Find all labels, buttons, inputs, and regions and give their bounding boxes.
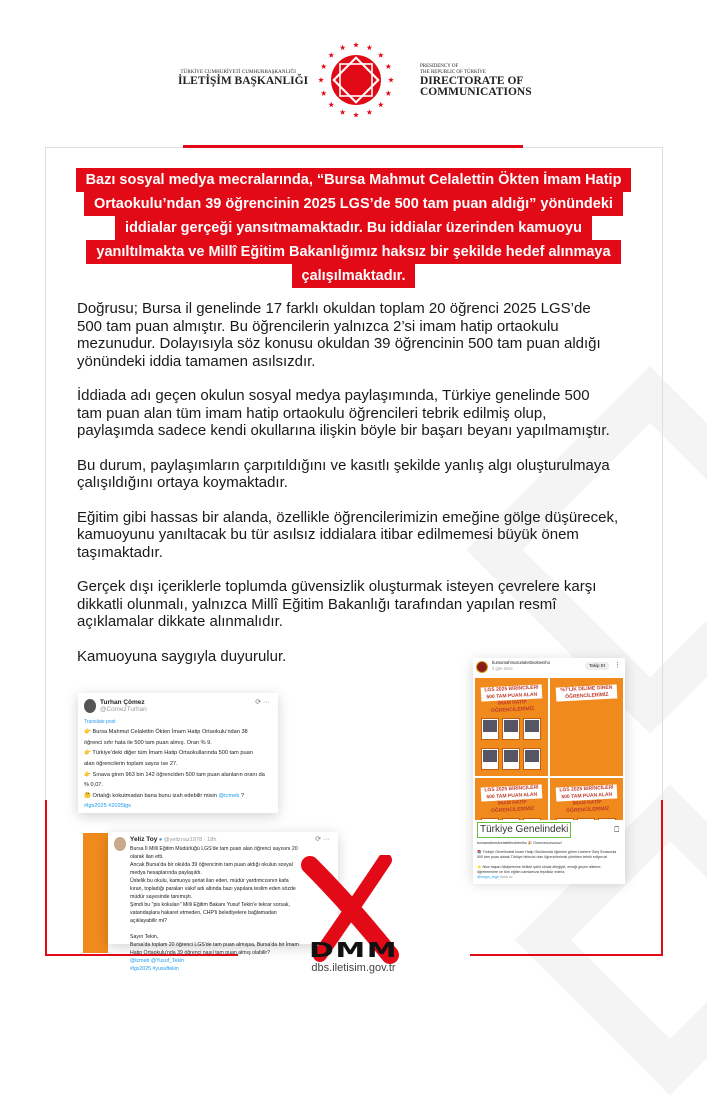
tweet-text: olarak ilan etti. <box>130 853 164 860</box>
tweet-card-turhan <box>78 693 278 813</box>
dmm-logo: DMM <box>308 938 399 962</box>
tweet-text: Bursa'da toplam 20 öğrenci LGS'de tam puan almışsa, Bursa'da bir İmam <box>130 941 299 948</box>
tweet-text: 👉 Türkiye’deki diğer tüm İmam Hatip Ortaokullarında 500 tam puan <box>84 750 253 757</box>
presidency-emblem-icon <box>316 40 396 120</box>
tweet-text: Sayın Tekin, <box>130 933 159 940</box>
less-link[interactable]: daha az <box>499 875 513 880</box>
post-time: 2 gün önce <box>492 666 513 671</box>
tweet-text: müdür sayesinde tanımıştı. <box>130 893 193 900</box>
star-icon <box>321 90 327 95</box>
tweet-text: Hatip Ortaokulu'nda 39 öğrenci nasıl tam puan almış olabilir? <box>130 949 270 956</box>
star-icon <box>378 52 384 57</box>
mention-link[interactable]: @bogm_arge <box>477 875 499 880</box>
paragraph: Doğrusu; Bursa il genelinde 17 farklı okuldan toplam 20 öğrenci 2025 LGS’de 500 tam puan almıştır. Bu öğrencilerin yalnızca 2’si imam hatip ortaokulu mezunudur. Dolayısıyla söz konusu okuldan 39 öğrencinin 500 tam puan aldığı yönündeki iddia tamamen asılsızdır. <box>77 300 601 370</box>
banner-line: iddialar gerçeği yansıtmamaktadır. Bu iddialar üzerinden kamuoyu <box>115 216 592 240</box>
caption-text: 📚 Türkiye Genelindeki İmam Hatip Okullarında öğrenim gören Liselere Giriş Sınavında 500 tam puan alarak Türkiye birincisi olan öğrencilerimizi yürekten tebrik ediyoruz! <box>477 850 617 860</box>
paragraph: Eğitim gibi hassas bir alanda, özellikle öğrencilerimizin emeğine gölge düşürecek, kamuoyunu yanıltacak bu tür asılsız iddialara itibar edilmemesi büyük önem taşımaktadır. <box>77 508 619 561</box>
tweet-text: öğrenci sıfır hata ile 500 tam puan almış. Oran % 9. <box>84 739 212 746</box>
author-handle: @yeliznaz1978 · 18h <box>163 837 217 843</box>
banner-line: yanıltılmakta ve Millî Eğitim Bakanlığımız haksız bir şekilde hedef alınmaya <box>86 240 620 264</box>
author-name: Yeliz Toy <box>130 836 158 843</box>
verified-icon: ● <box>158 837 163 843</box>
logo-title: DIRECTORATE OF <box>420 75 524 87</box>
panel-title: LGS 2025 BİRİNCİLERİ 500 TAM PUAN ALAN İMAM HATİP ÖĞRENCİLERİMİZ <box>481 684 543 701</box>
follow-button[interactable]: Takip Et <box>585 662 609 670</box>
star-icon <box>385 90 391 95</box>
logo-subtitle: TÜRKİYE CUMHURİYETİ CUMHURBAŞKANLIĞI <box>180 70 296 75</box>
options-icon[interactable]: ⋮ <box>614 662 621 669</box>
star-icon <box>378 102 384 107</box>
star-icon <box>340 45 346 50</box>
footer-url[interactable]: dbs.iletisim.gov.tr <box>311 962 396 974</box>
avatar <box>114 837 126 851</box>
paragraph: Gerçek dışı içeriklerle toplumda güvensizlik oluşturmak isteyen çevrelere karşı dikkatli olunmalı, yalnızca Millî Eğitim Bakanlığı tarafından yapılan resmî açıklamalar dikkate alınmalıdır. <box>77 578 597 630</box>
instagram-caption <box>473 820 625 884</box>
tweet-text: alan öğrencilerin toplam sayısı ise 27. <box>84 761 178 767</box>
hashtag-links[interactable]: #lgs2025 #yusuftekin <box>130 965 179 972</box>
hashtag-links[interactable]: #lgs2025 #2025lgs <box>84 803 131 810</box>
closing-line: Kamuoyuna saygıyla duyurulur. <box>77 647 287 665</box>
tweet-text: ? <box>239 792 245 799</box>
tweet-text: Şimdi bu "pis kokuları" Milli Eğitim Bakanı Yusuf Tekin'e tekrar sorsak, <box>130 901 290 908</box>
logo-subtitle: THE REPUBLIC OF TÜRKİYE <box>420 70 486 75</box>
star-icon <box>328 102 334 107</box>
logo-subtitle: PRESIDENCY OF <box>420 64 459 69</box>
tweet-text: Bursa İl Milli Eğitim Müdürlüğü LGS'de tam puan alan öğrenci sayısını 20 <box>130 845 298 852</box>
panel-title: LGS 2025 BİRİNCİLERİ 500 TAM PUAN ALAN İMAM HATİP ÖĞRENCİLERİMİZ <box>556 784 618 801</box>
star-icon <box>321 64 327 69</box>
author-name: Turhan Çömez <box>100 699 145 706</box>
star-icon <box>340 109 346 114</box>
tweet-text: açıklayabilir mi? <box>130 917 167 924</box>
more-icon[interactable]: ⟳ ··· <box>255 699 270 706</box>
tweet-text: % 0,07. <box>84 782 103 789</box>
star-icon <box>385 64 391 69</box>
banner-line: Bazı sosyal medya mecralarında, “Bursa Mahmut Celalettin Ökten İmam Hatip <box>76 168 632 192</box>
tweet-text: vatandaşlara hakaret etmeden, CHP'li belediyelere bağlamadan <box>130 909 277 916</box>
tweet-text: 👉 Bursa Mahmut Celalettin Ökten İmam Hatip Ortaokulu’ndan 38 <box>84 729 248 736</box>
tweet-text: medya hesaplarında paylaşıldı. <box>130 869 202 876</box>
statement-body <box>77 300 647 682</box>
school-logo-icon <box>476 661 488 673</box>
logo-title: İLETİŞİM BAŞKANLIĞI <box>178 75 309 87</box>
panel-title: %7'LİK DİLİME GİREN ÖĞRENCİLERİMİZ <box>556 684 618 701</box>
panel-title: LGS 2025 BİRİNCİLERİ 500 TAM PUAN ALAN İMAM HATİP ÖĞRENCİLERİMİZ <box>481 784 543 801</box>
tweet-text: 🤔 Ortalığı kokutmadan bana bunu izah edebilir misin <box>84 792 217 799</box>
avatar <box>84 699 96 713</box>
quoted-image-strip <box>83 833 108 953</box>
translate-link[interactable]: Translate post <box>84 718 116 725</box>
paragraph: Bu durum, paylaşımların çarpıtıldığını ve kasıtlı şekilde yanlış algı oluşturulmaya çalışıldığını ortaya koymaktadır. <box>77 456 610 491</box>
bookmark-icon[interactable]: ⎕ <box>614 825 619 834</box>
caption-text: bursamahmutcelalettinoktenihо 🎉 Gururumuzsunuz! <box>477 841 562 845</box>
iletisim-logo-text <box>178 70 309 87</box>
tweet-text: 👉 Sınava giren 963 bin 142 öğrenciden 500 tam puan alanların oranı da <box>84 771 265 778</box>
author-handle: @ComezTurhan <box>100 706 147 714</box>
top-accent-line <box>183 145 523 148</box>
post-image-panel <box>550 678 623 776</box>
tweet-text: Üstelik bu okulu, kamuoyu şeriat ilan eden, müdür yardımcısının kafa <box>130 877 289 884</box>
more-icon[interactable]: ⟳ ··· <box>315 836 330 843</box>
star-icon <box>353 42 359 47</box>
star-icon <box>388 77 394 82</box>
mention-links[interactable]: @tcmeb @Yusuf_Tekin <box>130 957 185 964</box>
account-name[interactable]: bursamahmutcelalettinoktenihо <box>492 660 550 665</box>
tweet-text: Ancak Bursa'da bir okulda 39 öğrencinin tam puan aldığı okulun sosyal <box>130 861 293 868</box>
highlight-box: Türkiye Genelindeki <box>477 822 571 838</box>
star-icon <box>367 109 373 114</box>
banner-line: çalışılmaktadır. <box>292 264 416 288</box>
banner-line: Ortaokulu’ndan 39 öğrencinin 2025 LGS’de 500 tam puan aldığı” yönündeki <box>84 192 623 216</box>
tweet-text: kıran, topladığı paraları vakıf adı altında bazı yapılara teslim eden sözde <box>130 885 296 892</box>
star-icon <box>353 112 359 117</box>
post-image-panel <box>475 678 548 776</box>
mention-link[interactable]: @tcmeb <box>218 792 240 799</box>
star-icon <box>318 77 324 82</box>
star-icon <box>328 52 334 57</box>
caption-text: ⭐ Nice başarı hikâyelerine birlikte şahit olmak dileğiyle, emeği geçen ailelere, öğretmenlere ve tüm eğitim camiamıza teşekkür ederiz. <box>477 864 602 874</box>
logo-title: COMMUNICATIONS <box>420 86 532 98</box>
footer <box>0 940 707 974</box>
star-icon <box>367 45 373 50</box>
paragraph: İddiada adı geçen okulun sosyal medya paylaşımında, Türkiye genelinde 500 tam puan alan tüm imam hatip ortaokulu öğrencileri tebrik edilmiş olup, paylaşımda sadece kendi okullarına ilişkin böyle bir başarı beyanı yapılmamıştır. <box>77 387 610 439</box>
directorate-logo-text <box>420 64 532 98</box>
